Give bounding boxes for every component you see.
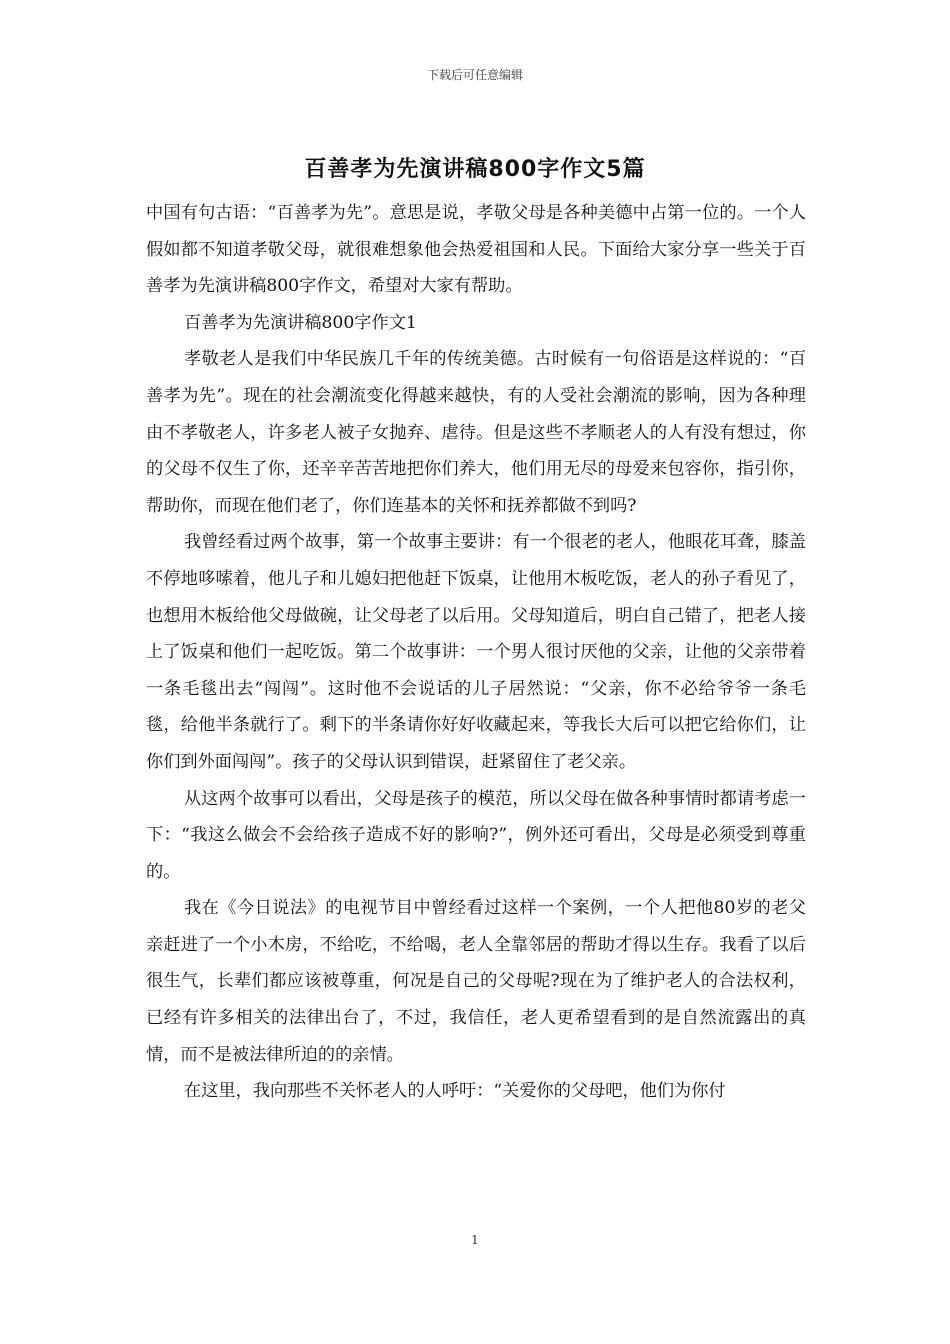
page-header: 下载后可任意编辑 xyxy=(426,68,523,82)
section-heading: 百善孝为先演讲稿800字作文1 xyxy=(184,312,417,333)
intro-paragraph: 中国有句古语：“百善孝为先”。意思是说，孝敬父母是各种美德中占第一位的。一个人假如都不知道孝敬父母，就很难想象他会热爱祖国和人民。下面给大家分享一些关于百善孝为先演讲稿800字作文，希望对大家有帮助。 xyxy=(146,203,806,297)
body-paragraph: 孝敬老人是我们中华民族几千年的传统美德。古时候有一句俗语是这样说的：“百善孝为先”。现在的社会潮流变化得越来越快，有的人受社会潮流的影响，因为各种理由不孝敬老人，许多老人被子女抛弃、虐待。但是这些不孝顺老人的人有没有想过，你的父母不仅生了你，还辛辛苦苦地把你们养大，他们用无尽的母爱来包容你，指引你，帮助你，而现在他们老了，你们连基本的关怀和抚养都做不到吗? xyxy=(146,349,806,516)
page-number: 1 xyxy=(471,1233,479,1247)
body-paragraph: 在这里，我向那些不关怀老人的人呼吁：“关爱你的父母吧，他们为你付 xyxy=(184,1081,726,1102)
body-paragraph: 从这两个故事可以看出，父母是孩子的模范，所以父母在做各种事情时都请考虑一下：“我这么做会不会给孩子造成不好的影响?”，例外还可看出，父母是必须受到尊重的。 xyxy=(146,788,806,882)
body-paragraph: 我曾经看过两个故事，第一个故事主要讲：有一个很老的老人，他眼花耳聋，膝盖不停地哆嗦着，他儿子和儿媳妇把他赶下饭桌，让他用木板吃饭，老人的孙子看见了，也想用木板给他父母做碗，让父母老了以后用。父母知道后，明白自己错了，把老人接上了饭桌和他们一起吃饭。第二个故事讲：一个男人很讨厌他的父亲，让他的父亲带着一条毛毯出去“闯闯”。这时他不会说话的儿子居然说：“父亲，你不必给爷爷一条毛毯，给他半条就行了。剩下的半条请你好好收藏起来，等我长大后可以把它给你们，让你们到外面闯闯”。孩子的父母认识到错误，赶紧留住了老父亲。 xyxy=(146,532,806,772)
body-paragraph: 我在《今日说法》的电视节目中曾经看过这样一个案例，一个人把他80岁的老父亲赶进了一个小木房，不给吃，不给喝，老人全靠邻居的帮助才得以生存。我看了以后很生气，长辈们都应该被尊重，何况是自己的父母呢?现在为了维护老人的合法权利，已经有许多相关的法律出台了，不过，我信任，老人更希望看到的是自然流露出的真情，而不是被法律所迫的的亲情。 xyxy=(146,898,806,1065)
document-body xyxy=(146,195,806,1110)
document-title: 百善孝为先演讲稿800字作文5篇 xyxy=(304,157,646,182)
